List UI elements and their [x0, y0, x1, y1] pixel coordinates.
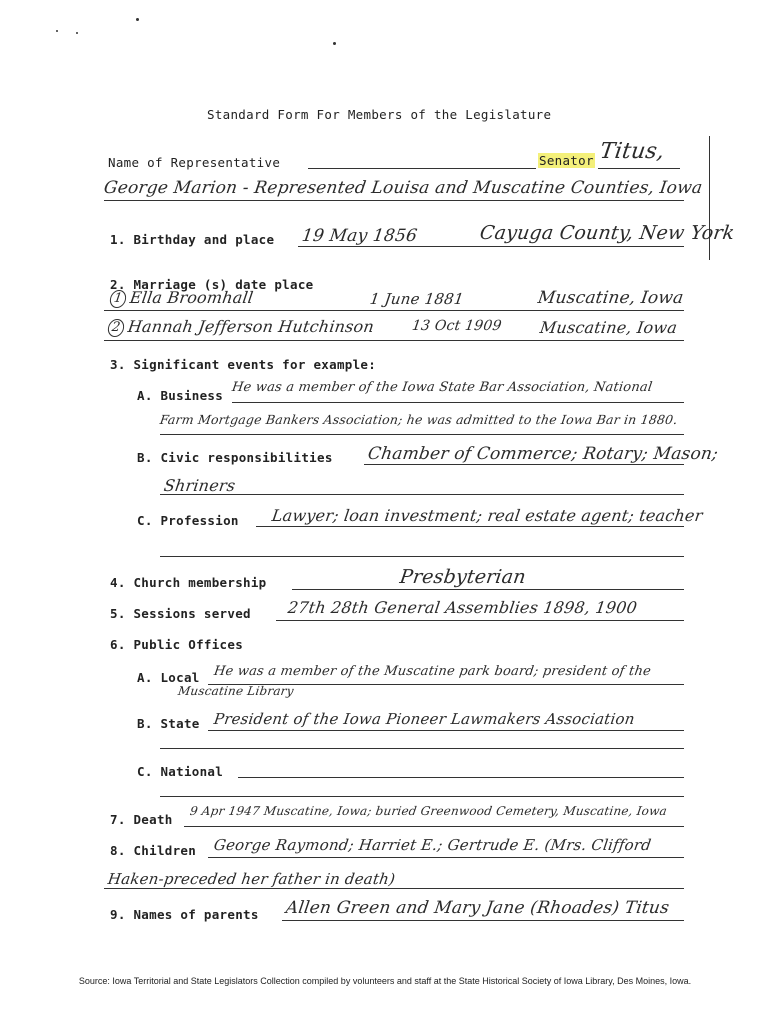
birthday-label: 1. Birthday and place	[110, 232, 275, 247]
church-label: 4. Church membership	[110, 575, 267, 590]
parents-label: 9. Names of parents	[110, 907, 259, 922]
children-underline-1	[208, 857, 684, 858]
death-label: 7. Death	[110, 812, 173, 827]
marriage-label: 2. Marriage (s) date place	[110, 277, 314, 292]
civic-label: B. Civic responsibilities	[137, 450, 333, 465]
events-label: 3. Significant events for example:	[110, 357, 377, 372]
national-underline-1	[238, 777, 684, 778]
marriage-place: Muscatine, Iowa	[538, 318, 679, 337]
church-value: Presbyterian	[398, 566, 528, 588]
parents-value: Allen Green and Mary Jane (Rhoades) Titus	[284, 898, 671, 918]
scan-speck	[333, 42, 336, 45]
local-label: A. Local	[137, 670, 200, 685]
birth-date: 19 May 1856	[300, 226, 419, 246]
state-label: B. State	[137, 716, 200, 731]
source-caption: Source: Iowa Territorial and State Legislators Collection compiled by volunteers and staff at the State Historical Society of Iowa Library, Des Moines, Iowa.	[78, 976, 692, 986]
business-line-1: He was a member of the Iowa State Bar Association, National	[230, 380, 654, 395]
children-underline-2	[104, 888, 684, 889]
scan-speck	[56, 30, 58, 32]
state-underline-2	[160, 748, 684, 749]
business-line-2: Farm Mortgage Bankers Association; he was admitted to the Iowa Bar in 1880.	[158, 412, 679, 427]
business-underline-1	[232, 402, 684, 403]
representative-label: Name of Representative	[108, 155, 281, 170]
children-line-1: George Raymond; Harriet E.; Gertrude E. (Mrs. Clifford	[212, 836, 653, 854]
marriage-number: 2	[107, 319, 126, 337]
birthday-line	[298, 246, 684, 247]
marriage-date: 13 Oct 1909	[410, 318, 503, 334]
senator-label	[538, 153, 595, 168]
marriage-spouse: Ella Broomhall	[128, 288, 255, 307]
death-value: 9 Apr 1947 Muscatine, Iowa; buried Greenwood Cemetery, Muscatine, Iowa	[189, 804, 668, 818]
marriage-line-2	[104, 340, 684, 341]
marriage-place: Muscatine, Iowa	[536, 288, 685, 308]
civic-line-2: Shriners	[162, 476, 237, 495]
offices-label: 6. Public Offices	[110, 637, 244, 652]
senator-highlight: Senator	[539, 153, 594, 168]
scan-speck	[76, 32, 78, 34]
local-line-2: Muscatine Library	[177, 684, 295, 698]
profession-underline-2	[160, 556, 684, 557]
business-underline-2	[160, 434, 684, 435]
civic-underline-2	[160, 494, 684, 495]
civic-line-1: Chamber of Commerce; Rotary; Mason;	[366, 444, 720, 464]
profession-underline-1	[256, 526, 684, 527]
marriage-date: 1 June 1881	[368, 290, 465, 308]
parents-line	[282, 920, 684, 921]
state-underline-1	[208, 730, 684, 731]
business-label: A. Business	[137, 388, 224, 403]
senator-line	[598, 168, 680, 169]
children-line-2: Haken-preceded her father in death)	[106, 870, 397, 888]
birth-place: Cayuga County, New York	[478, 222, 736, 244]
senator-surname: Titus,	[598, 139, 666, 164]
civic-underline-1	[364, 464, 684, 465]
sessions-line	[276, 620, 684, 621]
national-underline-2	[160, 796, 684, 797]
marriage-line-1	[104, 310, 684, 311]
death-line	[184, 826, 684, 827]
marriage-spouse: Hannah Jefferson Hutchinson	[126, 317, 376, 336]
representative-line	[308, 168, 536, 169]
sessions-label: 5. Sessions served	[110, 606, 251, 621]
children-label: 8. Children	[110, 843, 197, 858]
national-label: C. National	[137, 764, 224, 779]
church-line	[292, 589, 684, 590]
form-title: Standard Form For Members of the Legislature	[207, 107, 552, 122]
local-line-1: He was a member of the Muscatine park board; president of the	[212, 664, 652, 679]
marriage-number: 1	[109, 290, 128, 308]
scan-speck	[136, 18, 139, 21]
state-value: President of the Iowa Pioneer Lawmakers Association	[212, 710, 636, 728]
representative-name-underline	[104, 200, 684, 201]
profession-label: C. Profession	[137, 513, 239, 528]
sessions-value: 27th 28th General Assemblies 1898, 1900	[286, 598, 639, 617]
representative-name-line: George Marion - Represented Louisa and Muscatine Counties, Iowa	[102, 178, 704, 198]
profession-value: Lawyer; loan investment; real estate agent; teacher	[270, 506, 704, 525]
